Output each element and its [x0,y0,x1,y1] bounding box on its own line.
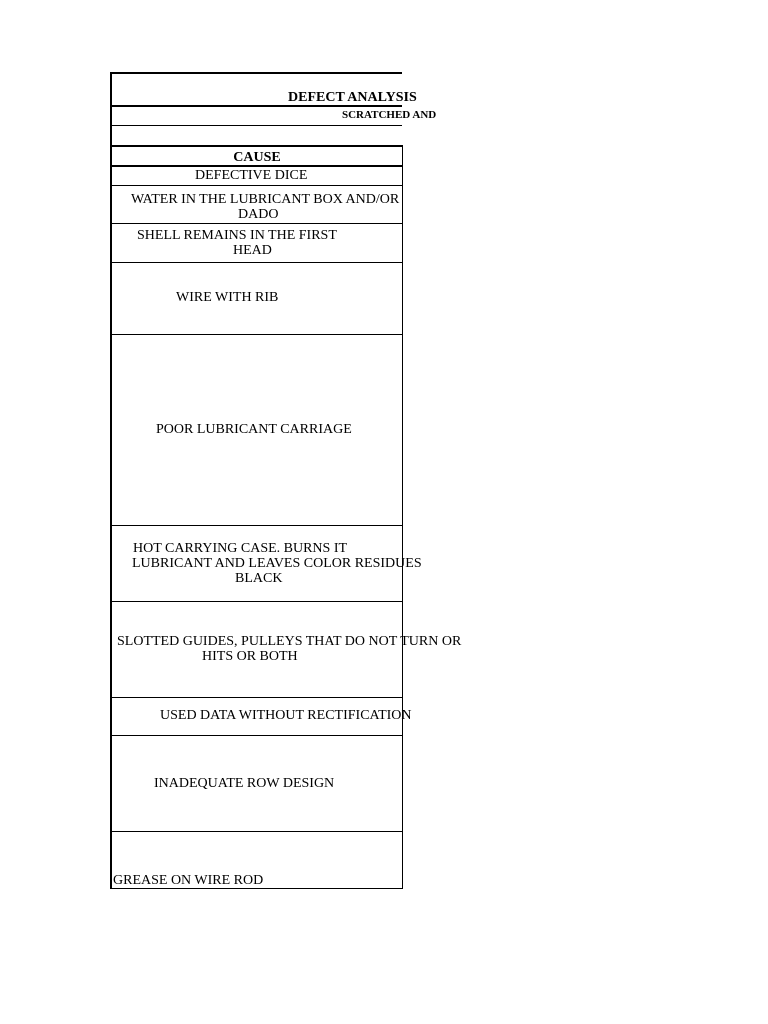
row-divider [110,697,403,698]
cause-cell-text: POOR LUBRICANT CARRIAGE [156,422,352,437]
row-divider [110,185,403,186]
cause-cell-text: HOT CARRYING CASE. BURNS IT [133,541,348,556]
right-border [402,145,403,889]
row-divider [110,334,403,335]
cause-cell-text: DADO [238,207,279,222]
row-divider [110,735,403,736]
cause-cell-text: WIRE WITH RIB [176,290,279,305]
report-subtitle: SCRATCHED AND [342,109,437,121]
left-border [110,72,112,889]
cause-cell-text: BLACK [235,571,283,586]
cause-cell-text: INADEQUATE ROW DESIGN [154,776,335,791]
row-divider [110,262,403,263]
column-header-bottom-rule [110,165,403,167]
header-top-rule [110,72,402,74]
column-header-cause: CAUSE [233,150,281,165]
cause-cell-text: USED DATA WITHOUT RECTIFICATION [160,708,412,723]
report-title: DEFECT ANALYSIS [288,90,417,105]
row-divider [110,831,403,832]
cause-cell-text: HITS OR BOTH [202,649,298,664]
cause-cell-text: WATER IN THE LUBRICANT BOX AND/OR [131,192,400,207]
cause-cell-text: LUBRICANT AND LEAVES COLOR RESIDUES [132,556,422,571]
cause-cell-text: SLOTTED GUIDES, PULLEYS THAT DO NOT TURN OR [117,634,462,649]
row-divider [110,525,403,526]
row-divider [110,223,403,224]
cause-cell-text: DEFECTIVE DICE [195,168,308,183]
header-title-rule [110,105,402,107]
cause-cell-text: GREASE ON WIRE ROD [113,873,264,888]
cause-cell-text: SHELL REMAINS IN THE FIRST [137,228,337,243]
row-divider [110,601,403,602]
header-subtitle-rule [110,125,402,126]
table-bottom-rule [110,888,403,889]
column-header-top-rule [110,145,403,147]
cause-cell-text: HEAD [233,243,272,258]
